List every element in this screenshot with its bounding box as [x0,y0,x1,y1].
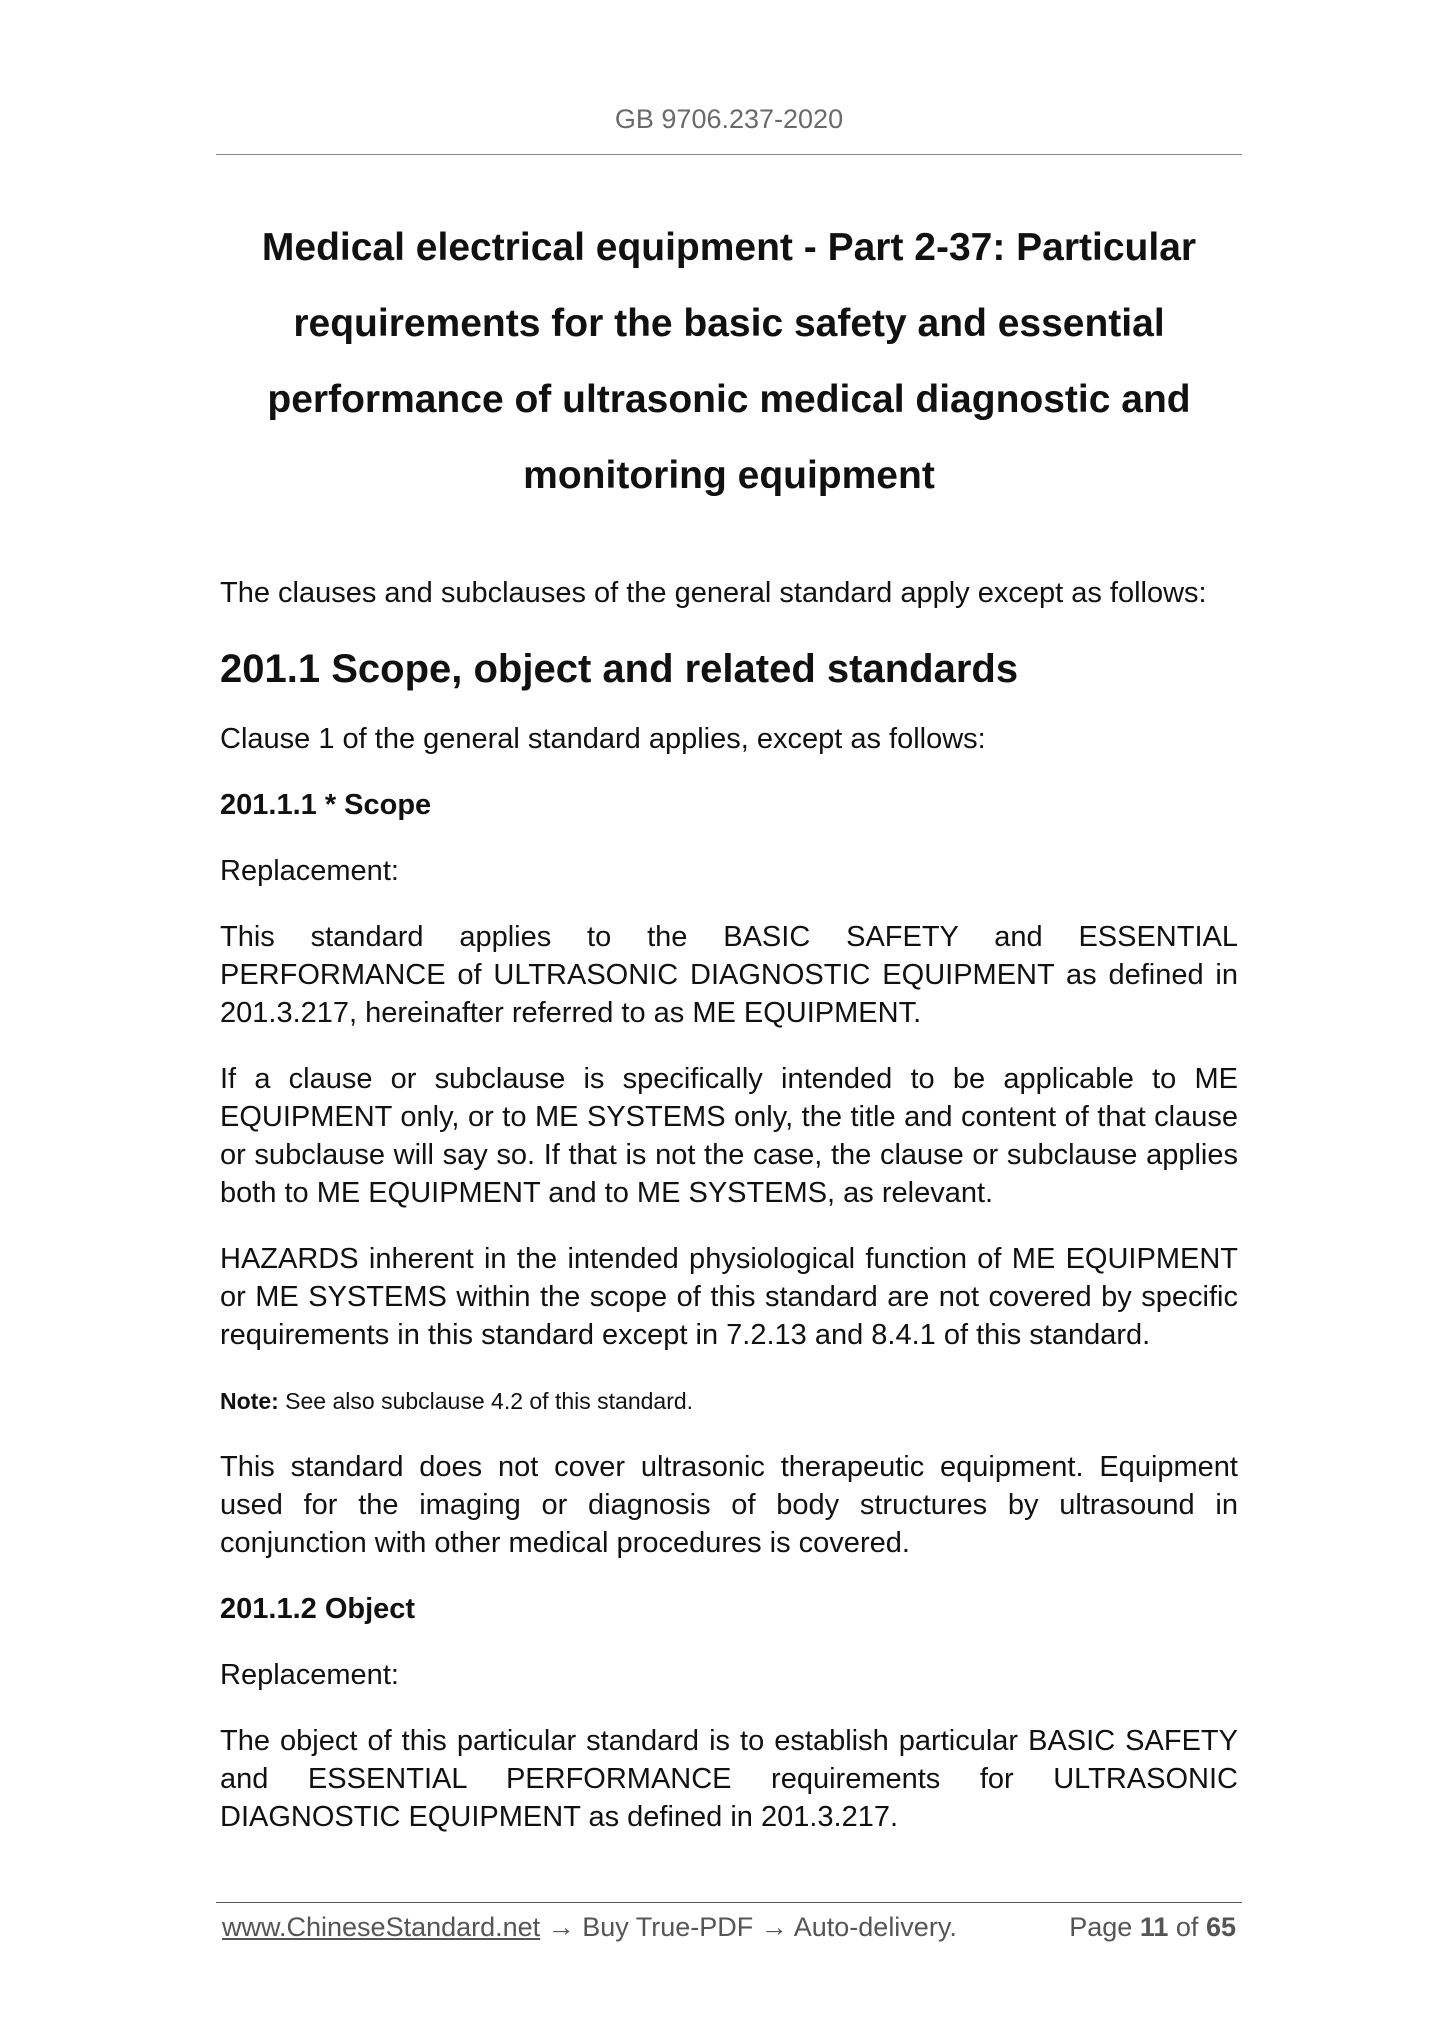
website-link[interactable]: www.ChineseStandard.net [222,1912,541,1942]
note-label: Note: [220,1388,279,1414]
page-counter [1069,1908,1236,1946]
scope-paragraph-3: HAZARDS inherent in the intended physiological function of ME EQUIPMENT or ME SYSTEMS within the scope of this standard are not covered by specific requirements in this standard except in 7.2.13 and 8.4.1 of this standard. [220,1243,1238,1351]
note-text: See also subclause 4.2 of this standard. [278,1388,694,1414]
section-heading-scope-object: 201.1 Scope, object and related standards [220,647,1019,691]
document-title: Medical electrical equipment - Part 2-37: Particular requirements for the basic safety and essential performance of ultrasonic medical diagnostic and monitoring equipment [261,226,1197,497]
page-content [220,210,1238,1864]
subsection-heading-object: 201.1.2 Object [220,1593,416,1625]
page-footer [222,1908,1236,1946]
current-page-number: 11 [1139,1912,1169,1942]
footer-promo [222,1908,957,1946]
intro-paragraph: The clauses and subclauses of the general standard apply except as follows: [220,577,1207,609]
scope-replacement-label: Replacement: [220,855,399,887]
scope-paragraph-2: If a clause or subclause is specifically intended to be applicable to ME EQUIPMENT only, or to ME SYSTEMS only, the title and content of that clause or subclause will say so. If that is not the case, the clause or subclause applies both to ME EQUIPMENT and to ME SYSTEMS, as relevant. [220,1063,1238,1209]
footer-tagline: → Buy True-PDF → Auto-delivery. [540,1912,957,1942]
scope-paragraph-4: This standard does not cover ultrasonic therapeutic equipment. Equipment used for the imaging or diagnosis of body structures by ultrasound in conjunction with other medical procedures is covered. [220,1451,1238,1559]
total-page-count: 65 [1205,1912,1236,1942]
object-paragraph-1: The object of this particular standard is to establish particular BASIC SAFETY and ESSENTIAL PERFORMANCE requirements for ULTRASONIC DIAGNOSTIC EQUIPMENT as defined in 201.3.217. [220,1725,1238,1833]
document-number-header: GB 9706.237-2020 [614,104,844,134]
scope-note [220,1382,1238,1420]
subsection-heading-scope: 201.1.1 * Scope [220,789,432,821]
section-lead-paragraph: Clause 1 of the general standard applies, except as follows: [220,723,986,755]
object-replacement-label: Replacement: [220,1659,399,1691]
scope-paragraph-1: This standard applies to the BASIC SAFETY and ESSENTIAL PERFORMANCE of ULTRASONIC DIAGNOSTIC EQUIPMENT as defined in 201.3.217, hereinafter referred to as ME EQUIPMENT. [220,921,1238,1029]
header-divider [216,154,1242,155]
page-label: Page [1069,1912,1133,1942]
footer-divider [216,1902,1242,1903]
of-label: of [1175,1912,1199,1942]
